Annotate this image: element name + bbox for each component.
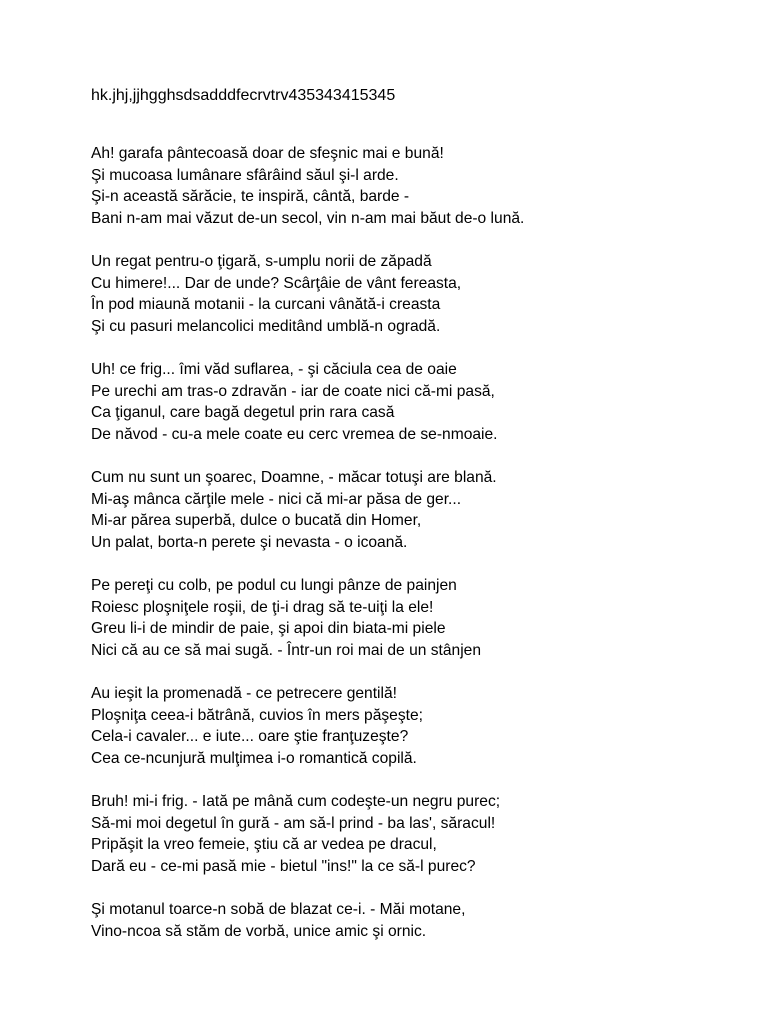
poem-line: Ca ţiganul, care bagă degetul prin rara casă [91,404,395,421]
poem-line: Uh! ce frig... îmi văd suflarea, - şi căciula cea de oaie [91,361,457,378]
poem-line: Mi-aş mânca cărţile mele - nici că mi-ar păsa de ger... [91,490,462,508]
poem-line: De năvod - cu-a mele coate eu cerc vremea de se-nmoaie. [91,425,498,443]
stanza-3 [91,359,751,445]
stanza-4 [91,467,751,553]
poem-body [91,143,751,964]
poem-line: Bruh! mi-i frig. - Iată pe mână cum codeşte-un negru purec; [91,793,501,810]
poem-line: Bani n-am mai văzut de-un secol, vin n-am mai băut de-o lună. [91,209,525,227]
poem-line: Şi-n această sărăcie, te inspiră, cântă, barde - [91,188,410,205]
stanza-1 [91,143,751,229]
poem-line: Un palat, borta-n perete şi nevasta - o icoană. [91,533,408,551]
stanza-7 [91,791,751,877]
poem-line: Pe pereţi cu colb, pe podul cu lungi pânze de painjen [91,577,457,594]
poem-line: Greu li-i de mindir de paie, şi apoi din biata-mi piele [91,620,446,637]
poem-line: Pripăşit la vreo femeie, ştiu că ar vedea pe dracul, [91,836,437,853]
poem-line: Cela-i cavaler... e iute... oare ştie franţuzeşte? [91,728,409,745]
poem-line: Şi cu pasuri melancolici meditând umblă-n ogradă. [91,317,441,335]
poem-line: Cea ce-ncunjură mulţimea i-o romantică copilă. [91,749,417,767]
poem-line: Ah! garafa pântecoasă doar de sfeşnic mai e bună! [91,145,444,162]
document-heading: hk.jhj,jjhgghsdsadddfecrvtrv435343415345 [91,87,396,104]
poem-line: Un regat pentru-o ţigară, s-umplu norii de zăpadă [91,253,432,270]
poem-line: În pod miaună motanii - la curcani vânătă-i creasta [91,296,441,313]
poem-line: Pe urechi am tras-o zdravăn - iar de coate nici că-mi pasă, [91,382,495,400]
poem-line: Cu himere!... Dar de unde? Scârţâie de vânt fereasta, [91,274,462,292]
poem-line: Vino-ncoa să stăm de vorbă, unice amic şi ornic. [91,922,427,940]
poem-line: Au ieşit la promenadă - ce petrecere gentilă! [91,685,397,702]
poem-line: Şi motanul toarce-n sobă de blazat ce-i. - Măi motane, [91,901,466,918]
poem-line: Ploşniţa ceea-i bătrână, cuvios în mers păşeşte; [91,706,423,724]
poem-line: Cum nu sunt un şoarec, Doamne, - măcar totuşi are blană. [91,469,497,486]
stanza-5 [91,575,751,661]
poem-line: Mi-ar părea superbă, dulce o bucată din Homer, [91,512,422,529]
poem-line: Nici că au ce să mai sugă. - Într-un roi mai de un stânjen [91,641,482,659]
poem-line: Şi mucoasa lumânare sfârâind săul şi-l arde. [91,166,399,184]
stanza-2 [91,251,751,337]
poem-line: Să-mi moi degetul în gură - am să-l prind - ba las', săracul! [91,814,496,832]
poem-line: Dară eu - ce-mi pasă mie - bietul "ins!" la ce să-l purec? [91,857,476,875]
stanza-6 [91,683,751,769]
poem-line: Roiesc ploşniţele roşii, de ţi-i drag să te-uiţi la ele! [91,598,434,616]
stanza-8 [91,899,751,942]
